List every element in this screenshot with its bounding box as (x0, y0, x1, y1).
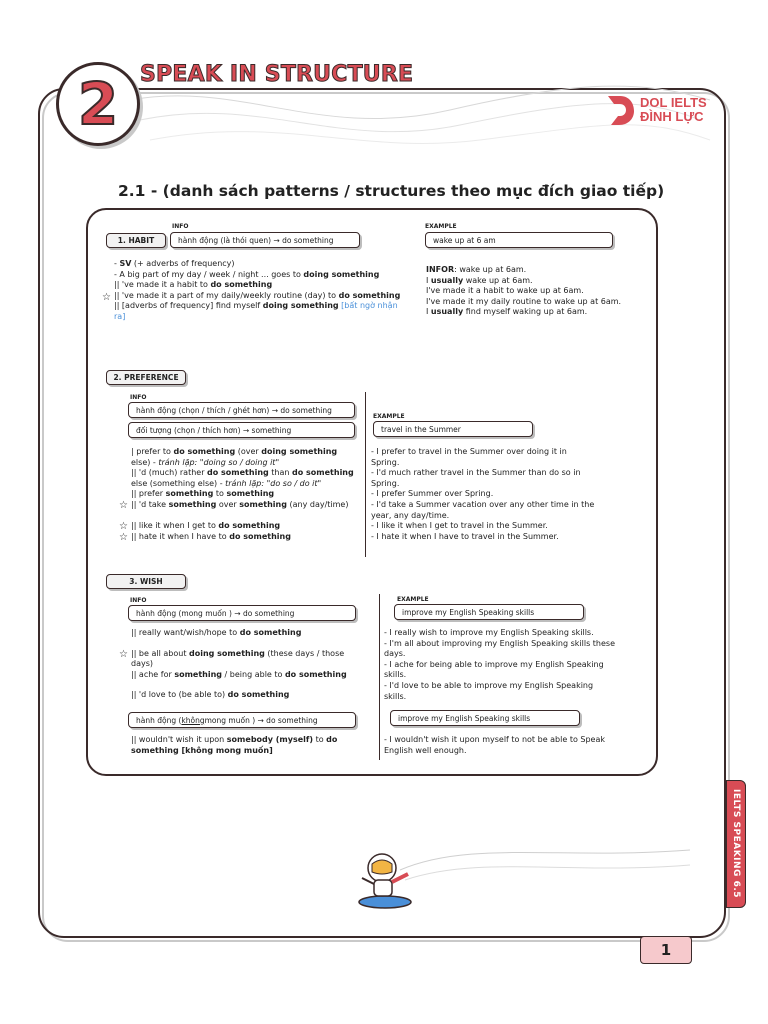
wish-info-pill-2-pre: hành động ( (136, 715, 182, 725)
habit-example-pill: wake up at 6 am (425, 232, 613, 248)
wish-example-3: - I ache for being able to improve my English Speaking skills. (384, 659, 604, 680)
preference-example-pill: travel in the Summer (373, 421, 533, 437)
wish-example-label: EXAMPLE (397, 596, 429, 603)
preference-example-6: - I hate it when I have to travel in the Summer. (371, 531, 559, 541)
wish-example-pill-1: improve my English Speaking skills (394, 604, 584, 620)
preference-example-4: - I'd take a Summer vacation over any other time in the year, any day/time. (371, 499, 595, 520)
habit-info-list: - SV (+ adverbs of frequency) - A big part of my day / week / night ... goes to doing something || 've made it a habit to do something || 've made it a part of my daily/weekly routine (day) to do something || [adverbs of frequency] find myself doing something [bất ngờ nhận ra] (114, 259, 401, 321)
side-tab (726, 780, 746, 908)
star-icon: ☆ (119, 521, 128, 532)
habit-example-3: I've made it a habit to wake up at 6am. (426, 286, 584, 296)
preference-example-list (371, 447, 596, 542)
wish-example-1: - I really wish to improve my English Speaking skills. (384, 628, 594, 637)
section-title: 2.1 - (danh sách patterns / structures theo mục đích giao tiếp) (118, 182, 665, 200)
wish-heading: 3. WISH (106, 574, 186, 589)
logo-line-2: ĐÌNH LỰC (640, 109, 704, 124)
habit-example-label: EXAMPLE (425, 223, 457, 230)
preference-info-pill-1: hành động (chọn / thích / ghét hơn) → do something (128, 402, 355, 418)
wish-info-pill-2-underlined: không (181, 715, 205, 725)
habit-example-1: wake up at 6am. (459, 265, 527, 274)
preference-example-3: - I prefer Summer over Spring. (371, 489, 494, 499)
chapter-number: 2 (77, 70, 119, 138)
astronaut-snowboard-illustration (330, 820, 700, 920)
wish-example-list (384, 628, 616, 702)
logo-line-1: DOL IELTS (640, 95, 707, 110)
preference-example-1: - I prefer to travel in the Summer over doing it in Spring. (371, 447, 567, 467)
chapter-number-badge (56, 62, 140, 146)
dol-logo-icon (606, 92, 636, 128)
star-icon: ☆ (119, 500, 128, 511)
star-icon: ☆ (119, 649, 128, 660)
wish-example-2: - I'm all about improving my English Speaking skills these days. (384, 638, 616, 659)
wish-info-pill-2-post: mong muốn ) → do something (204, 715, 318, 725)
side-tab-label: IELTS SPEAKING 6.5 (731, 789, 741, 899)
habit-example-5: find myself waking up at 6am. (465, 307, 588, 317)
wish-info-label: INFO (130, 597, 147, 604)
star-icon: ☆ (119, 532, 128, 543)
preference-example-5: - I like it when I get to travel in the Summer. (371, 521, 548, 531)
habit-example-2: wake up at 6am. (465, 275, 533, 285)
wish-example-neg: - I wouldn't wish it upon myself to not be able to Speak English well enough. (384, 735, 606, 755)
preference-divider (365, 392, 366, 557)
wish-info-pill-2 (128, 712, 356, 728)
wish-info-pill-1: hành động (mong muốn ) → do something (128, 605, 356, 621)
preference-info-list: | prefer to do something (over doing something else) - tránh lặp: "doing so / doing it" || 'd (much) rather do something than do something else (something else) - tránh lặp: "do so / do it" || prefer something to something || 'd take something over something (any day/time) || like it when I get to do something || hate it when I have to do something (131, 447, 354, 541)
wish-example-4: - I'd love to be able to improve my English Speaking skills. (384, 680, 594, 701)
wish-info-list: || really want/wish/hope to do something || be all about doing something (these days / those days) || ache for something / being able to do something || 'd love to (be able to) do something (131, 628, 347, 700)
preference-info-pill-2: đối tượng (chọn / thích hơn) → something (128, 422, 355, 438)
brand-logo (606, 92, 707, 128)
star-icon: ☆ (102, 292, 111, 303)
habit-example-4: I've made it my daily routine to wake up at 6am. (426, 296, 622, 306)
wish-example-pill-2: improve my English Speaking skills (390, 710, 580, 726)
habit-info-label: INFO (172, 223, 189, 230)
preference-heading: 2. PREFERENCE (106, 370, 186, 385)
preference-info-label: INFO (130, 394, 147, 401)
page-number: 1 (640, 936, 692, 964)
habit-info-pill: hành động (là thói quen) → do something (170, 232, 360, 248)
logo-text (640, 96, 707, 124)
preference-example-label: EXAMPLE (373, 413, 405, 420)
page-title: SPEAK IN STRUCTURE (140, 62, 414, 87)
habit-heading: 1. HABIT (106, 233, 166, 248)
wish-info-neg: || wouldn't wish it upon somebody (myself) to do something [không mong muốn] (131, 735, 338, 755)
habit-example-list: INFOR: wake up at 6am. I usually wake up at 6am. I've made it a habit to wake up at 6am. I've made it my daily routine to wake up at 6am. I usually find myself waking up at 6am. (426, 265, 646, 318)
wish-divider (379, 594, 380, 760)
preference-example-2: - I'd much rather travel in the Summer than do so in Spring. (371, 468, 581, 488)
